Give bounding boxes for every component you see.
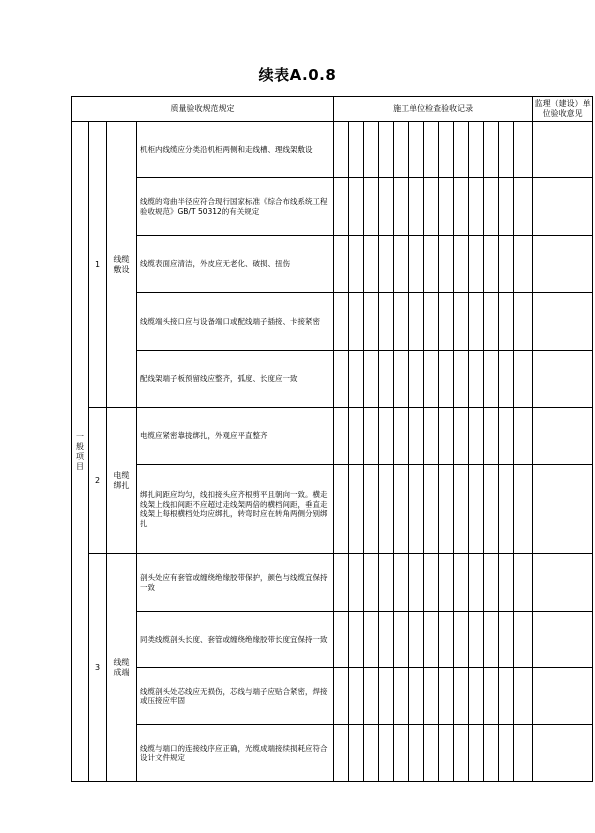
record-cell[interactable] xyxy=(334,465,349,554)
record-cell[interactable] xyxy=(334,293,349,351)
record-cell[interactable] xyxy=(469,612,484,668)
record-cell[interactable] xyxy=(379,725,394,782)
record-cell[interactable] xyxy=(499,668,514,725)
table-row xyxy=(72,236,593,293)
record-cell[interactable] xyxy=(394,668,409,725)
record-cell[interactable] xyxy=(454,612,469,668)
record-cell[interactable] xyxy=(514,122,533,178)
record-cell[interactable] xyxy=(409,293,424,351)
spec-item: 线缆剖头处芯线应无损伤，芯线与端子应贴合紧密，焊接或压接应牢固 xyxy=(137,668,334,725)
table-row xyxy=(72,668,593,725)
record-cell[interactable] xyxy=(484,351,499,408)
remark-cell[interactable] xyxy=(533,465,593,554)
record-cell[interactable] xyxy=(454,122,469,178)
record-cell[interactable] xyxy=(424,725,439,782)
record-cell[interactable] xyxy=(469,293,484,351)
record-cell[interactable] xyxy=(484,408,499,465)
record-cell[interactable] xyxy=(349,408,364,465)
record-cell[interactable] xyxy=(439,293,454,351)
record-cell[interactable] xyxy=(334,178,349,236)
record-cell[interactable] xyxy=(454,465,469,554)
record-cell[interactable] xyxy=(364,554,379,612)
record-cell[interactable] xyxy=(409,465,424,554)
record-cell[interactable] xyxy=(394,725,409,782)
form-title: 续表A.0.8 xyxy=(258,66,337,84)
record-cell[interactable] xyxy=(499,554,514,612)
record-cell[interactable] xyxy=(439,351,454,408)
remark-cell[interactable] xyxy=(533,122,593,178)
group-number: 3 xyxy=(89,554,107,782)
record-cell[interactable] xyxy=(394,554,409,612)
record-cell[interactable] xyxy=(499,612,514,668)
record-cell[interactable] xyxy=(334,236,349,293)
record-cell[interactable] xyxy=(469,178,484,236)
remark-cell[interactable] xyxy=(533,725,593,782)
record-cell[interactable] xyxy=(469,122,484,178)
record-cell[interactable] xyxy=(409,612,424,668)
group-name-cell xyxy=(107,554,137,782)
record-cell[interactable] xyxy=(424,465,439,554)
record-cell[interactable] xyxy=(334,122,349,178)
record-cell[interactable] xyxy=(439,122,454,178)
record-cell[interactable] xyxy=(349,668,364,725)
record-cell[interactable] xyxy=(379,293,394,351)
record-cell[interactable] xyxy=(439,554,454,612)
record-cell[interactable] xyxy=(454,351,469,408)
record-cell[interactable] xyxy=(424,293,439,351)
record-cell[interactable] xyxy=(484,178,499,236)
spec-item: 线缆与端口的连接线序应正确，光缆成端接续损耗应符合设计文件规定 xyxy=(137,725,334,782)
record-cell[interactable] xyxy=(379,122,394,178)
spec-item: 机柜内线缆应分类沿机柜两侧和走线槽、理线架敷设 xyxy=(137,122,334,178)
remark-cell[interactable] xyxy=(533,554,593,612)
record-cell[interactable] xyxy=(394,465,409,554)
record-cell[interactable] xyxy=(394,178,409,236)
record-cell[interactable] xyxy=(334,725,349,782)
record-cell[interactable] xyxy=(439,236,454,293)
record-cell[interactable] xyxy=(439,725,454,782)
record-cell[interactable] xyxy=(424,612,439,668)
record-cell[interactable] xyxy=(439,612,454,668)
record-cell[interactable] xyxy=(349,293,364,351)
group-name: 线缆敷设 xyxy=(113,254,130,274)
remark-cell[interactable] xyxy=(533,408,593,465)
record-cell[interactable] xyxy=(514,465,533,554)
record-cell[interactable] xyxy=(499,408,514,465)
record-cell[interactable] xyxy=(334,408,349,465)
table-row xyxy=(72,465,593,554)
record-cell[interactable] xyxy=(379,236,394,293)
record-cell[interactable] xyxy=(409,554,424,612)
record-cell[interactable] xyxy=(424,178,439,236)
group-name: 电缆绑扎 xyxy=(113,470,130,490)
record-cell[interactable] xyxy=(514,554,533,612)
record-cell[interactable] xyxy=(469,465,484,554)
spec-item: 电缆应紧密靠拢绑扎，外观应平直整齐 xyxy=(137,408,334,465)
record-cell[interactable] xyxy=(454,178,469,236)
record-cell[interactable] xyxy=(469,668,484,725)
record-cell[interactable] xyxy=(379,668,394,725)
record-cell[interactable] xyxy=(484,122,499,178)
record-cell[interactable] xyxy=(364,465,379,554)
record-cell[interactable] xyxy=(484,612,499,668)
record-cell[interactable] xyxy=(439,178,454,236)
record-cell[interactable] xyxy=(454,293,469,351)
record-cell[interactable] xyxy=(334,612,349,668)
record-cell[interactable] xyxy=(514,612,533,668)
spec-header: 质量验收规范规定 xyxy=(72,97,334,122)
spec-item: 线缆端头接口应与设备端口或配线端子插接、卡接紧密 xyxy=(137,293,334,351)
record-cell[interactable] xyxy=(394,408,409,465)
record-cell[interactable] xyxy=(349,612,364,668)
spec-item: 线缆的弯曲半径应符合现行国家标准《综合布线系统工程验收规范》GB/T 50312的有关规定 xyxy=(137,178,334,236)
record-cell[interactable] xyxy=(364,668,379,725)
record-cell[interactable] xyxy=(379,554,394,612)
record-cell[interactable] xyxy=(514,408,533,465)
table-row xyxy=(72,351,593,408)
record-cell[interactable] xyxy=(334,668,349,725)
record-cell[interactable] xyxy=(424,408,439,465)
record-cell[interactable] xyxy=(514,668,533,725)
group-name-cell xyxy=(107,408,137,554)
record-cell[interactable] xyxy=(394,236,409,293)
table-row xyxy=(72,408,593,465)
record-cell[interactable] xyxy=(364,408,379,465)
group-name: 线缆成端 xyxy=(113,657,130,677)
record-cell[interactable] xyxy=(409,178,424,236)
record-cell[interactable] xyxy=(469,351,484,408)
record-cell[interactable] xyxy=(454,725,469,782)
group-number: 1 xyxy=(89,122,107,408)
table-row xyxy=(72,293,593,351)
record-cell[interactable] xyxy=(499,465,514,554)
record-cell[interactable] xyxy=(349,236,364,293)
remark-cell[interactable] xyxy=(533,668,593,725)
record-cell[interactable] xyxy=(454,236,469,293)
record-cell[interactable] xyxy=(349,725,364,782)
record-cell[interactable] xyxy=(469,725,484,782)
group-name-cell xyxy=(107,122,137,408)
record-cell[interactable] xyxy=(364,122,379,178)
record-cell[interactable] xyxy=(364,236,379,293)
table-row xyxy=(72,554,593,612)
record-cell[interactable] xyxy=(424,554,439,612)
record-cell[interactable] xyxy=(424,236,439,293)
category-label: 一般项目 xyxy=(76,431,84,471)
remark-cell[interactable] xyxy=(533,351,593,408)
spec-item: 线缆表面应清洁，外皮应无老化、破损、扭伤 xyxy=(137,236,334,293)
record-cell[interactable] xyxy=(469,236,484,293)
record-cell[interactable] xyxy=(514,178,533,236)
spec-item: 绑扎间距应均匀，线扣接头应齐根剪平且朝向一致。横走线架上线扣间距不应超过走线架两倍的横档间距，垂直走线架上每根横档处均应绑扎，转弯时应在转角两侧分别绑扎 xyxy=(137,465,334,554)
record-cell[interactable] xyxy=(349,178,364,236)
record-cell[interactable] xyxy=(439,408,454,465)
record-cell[interactable] xyxy=(499,351,514,408)
record-cell[interactable] xyxy=(514,725,533,782)
record-cell[interactable] xyxy=(409,236,424,293)
record-cell[interactable] xyxy=(514,236,533,293)
remark-cell[interactable] xyxy=(533,178,593,236)
category-cell xyxy=(72,122,89,782)
record-cell[interactable] xyxy=(409,408,424,465)
record-cell[interactable] xyxy=(379,612,394,668)
spec-item: 配线架端子板预留线应整齐，弧度、长度应一致 xyxy=(137,351,334,408)
acceptance-record-table xyxy=(71,96,593,782)
record-cell[interactable] xyxy=(484,465,499,554)
record-cell[interactable] xyxy=(334,554,349,612)
record-cell[interactable] xyxy=(454,408,469,465)
remark-header: 监理（建设）单位验收意见 xyxy=(533,97,593,122)
record-cell[interactable] xyxy=(454,554,469,612)
record-cell[interactable] xyxy=(379,178,394,236)
record-cell[interactable] xyxy=(514,293,533,351)
record-cell[interactable] xyxy=(499,293,514,351)
record-cell[interactable] xyxy=(484,554,499,612)
record-cell[interactable] xyxy=(484,668,499,725)
record-cell[interactable] xyxy=(409,122,424,178)
record-cell[interactable] xyxy=(514,351,533,408)
record-cell[interactable] xyxy=(349,554,364,612)
record-cell[interactable] xyxy=(349,351,364,408)
record-cell[interactable] xyxy=(364,293,379,351)
remark-cell[interactable] xyxy=(533,293,593,351)
record-cell[interactable] xyxy=(364,351,379,408)
record-cell[interactable] xyxy=(484,236,499,293)
record-cell[interactable] xyxy=(364,178,379,236)
record-cell[interactable] xyxy=(424,668,439,725)
record-cell[interactable] xyxy=(409,351,424,408)
record-cell[interactable] xyxy=(499,122,514,178)
table-row xyxy=(72,122,593,178)
record-cell[interactable] xyxy=(394,351,409,408)
record-cell[interactable] xyxy=(454,668,469,725)
table-row xyxy=(72,612,593,668)
record-header: 施工单位检查验收记录 xyxy=(334,97,533,122)
record-cell[interactable] xyxy=(499,725,514,782)
record-cell[interactable] xyxy=(379,351,394,408)
spec-item: 剖头处应有套管或缠绕绝缘胶带保护，颜色与线缆宜保持一致 xyxy=(137,554,334,612)
record-cell[interactable] xyxy=(394,122,409,178)
record-cell[interactable] xyxy=(394,293,409,351)
record-cell[interactable] xyxy=(439,465,454,554)
record-cell[interactable] xyxy=(484,293,499,351)
spec-item: 同类线缆剖头长度、套管或缠绕绝缘胶带长度宜保持一致 xyxy=(137,612,334,668)
record-cell[interactable] xyxy=(409,668,424,725)
header-row xyxy=(72,97,593,122)
remark-cell[interactable] xyxy=(533,612,593,668)
record-cell[interactable] xyxy=(484,725,499,782)
record-cell[interactable] xyxy=(394,612,409,668)
record-cell[interactable] xyxy=(334,351,349,408)
record-cell[interactable] xyxy=(364,612,379,668)
record-cell[interactable] xyxy=(379,408,394,465)
group-number: 2 xyxy=(89,408,107,554)
record-cell[interactable] xyxy=(469,408,484,465)
record-cell[interactable] xyxy=(499,236,514,293)
record-cell[interactable] xyxy=(409,725,424,782)
record-cell[interactable] xyxy=(424,122,439,178)
table-row xyxy=(72,725,593,782)
record-cell[interactable] xyxy=(499,178,514,236)
record-cell[interactable] xyxy=(349,465,364,554)
record-cell[interactable] xyxy=(469,554,484,612)
record-cell[interactable] xyxy=(364,725,379,782)
record-cell[interactable] xyxy=(349,122,364,178)
record-cell[interactable] xyxy=(379,465,394,554)
record-cell[interactable] xyxy=(439,668,454,725)
remark-cell[interactable] xyxy=(533,236,593,293)
table-row xyxy=(72,178,593,236)
record-cell[interactable] xyxy=(424,351,439,408)
